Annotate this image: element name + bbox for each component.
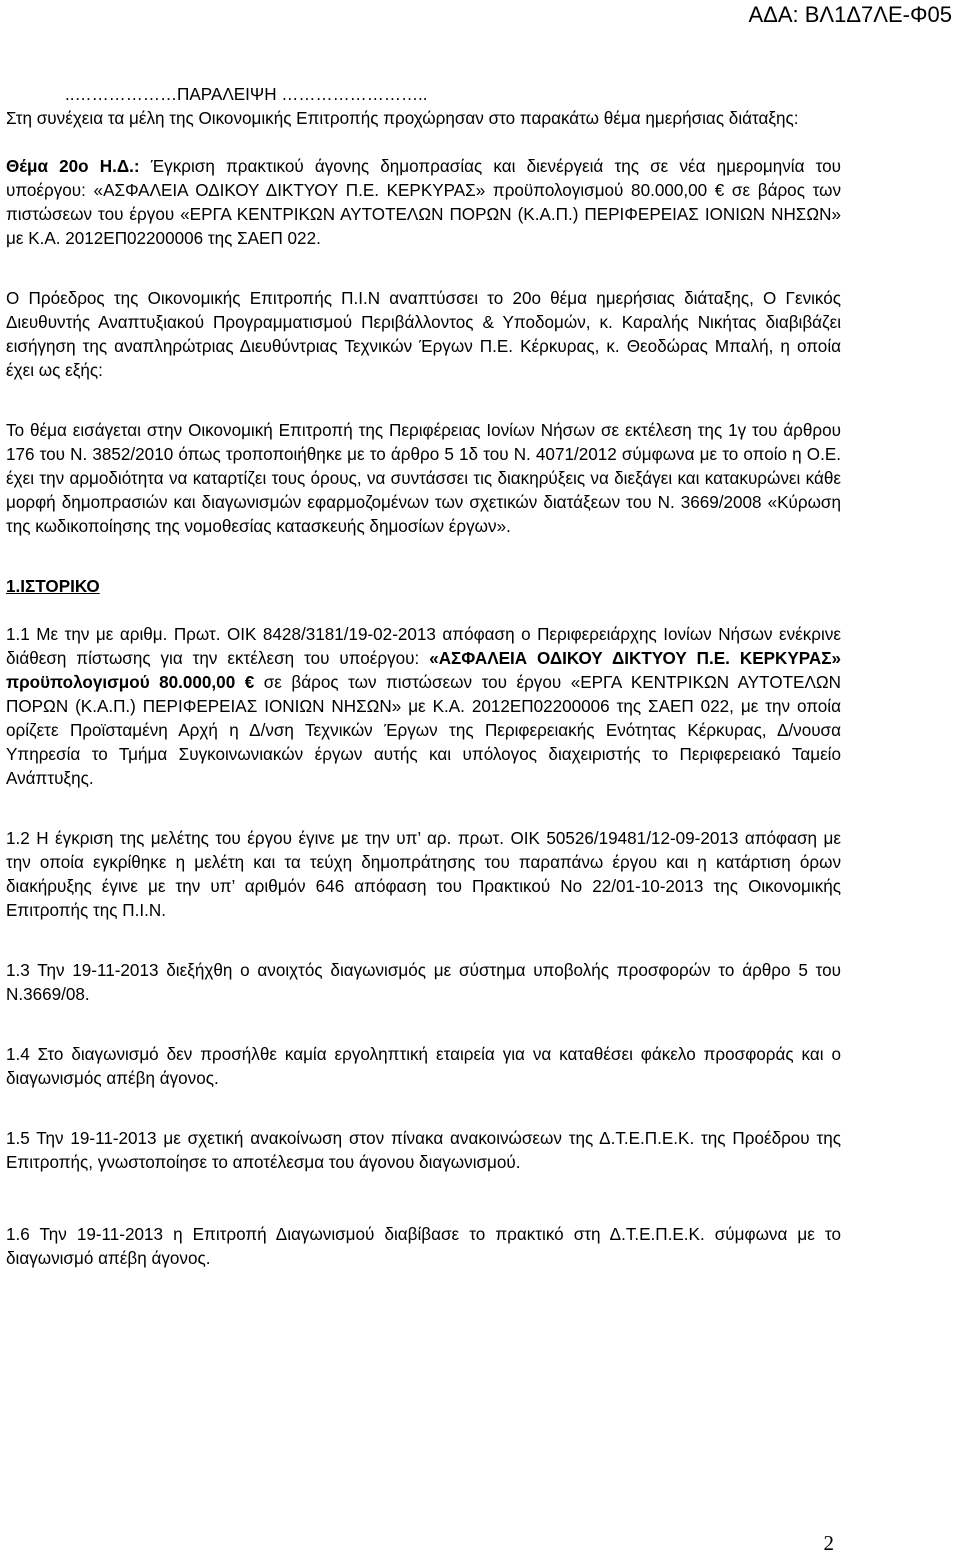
topic-label: Θέμα 20ο Η.Δ.: xyxy=(6,157,140,176)
intro-paragraph: Στη συνέχεια τα μέλη της Οικονομικής Επιτροπής προχώρησαν στο παρακάτω θέμα ημερήσιας διάταξης: xyxy=(6,109,799,128)
item-1-3: 1.3 Την 19-11-2013 διεξήχθη ο ανοιχτός διαγωνισμός με σύστημα υποβολής προσφορών το άρθρο 5 του Ν.3669/08. xyxy=(6,961,841,1004)
item-1-4: 1.4 Στο διαγωνισμό δεν προσήλθε καμία εργοληπτική εταιρεία για να καταθέσει φάκελο προσφοράς και ο διαγωνισμός απέβη άγονος. xyxy=(6,1045,841,1088)
legal-basis-paragraph: Το θέμα εισάγεται στην Οικονομική Επιτροπή της Περιφέρειας Ιονίων Νήσων σε εκτέλεση της 1γ του άρθρου 176 του Ν. 3852/2010 όπως τροποποιήθηκε με το άρθρο 5 1δ του Ν. 4071/2012 σύμφωνα με το οποίο η Ο.Ε. έχει την αρμοδιότητα να καταρτίζει τους όρους, να συντάσσει τις διακηρύξεις να διεξάγει και κατακυρώνει κάθε μορφή δημοπρασιών και διαγωνισμών εφαρμοζομένων των σχετικών διατάξεων του Ν. 3669/2008 «Κύρωση της κωδικοποίησης της νομοθεσίας κατασκευής δημοσίων έργων». xyxy=(6,421,841,536)
item-1-6: 1.6 Την 19-11-2013 η Επιτροπή Διαγωνισμού διαβίβασε το πρακτικό στη Δ.Τ.Ε.Π.Ε.Κ. σύμφωνα με το διαγωνισμό απέβη άγονος. xyxy=(6,1225,841,1268)
page-number: 2 xyxy=(823,1531,834,1555)
omission-line: ..………………ΠΑΡΑΛΕΙΨΗ …………………….. xyxy=(65,85,428,104)
item-1-1-intro: 1.1 Με την με αριθμ. Πρωτ. ΟΙΚ 8428/3181/19-02-2013 απόφαση ο Περιφερειάρχης Ιονίων Νήσων ενέκρινε διάθεση πίστωσης για την εκτέλεση του υποέργου: xyxy=(6,625,841,668)
item-1-1 xyxy=(6,623,841,791)
history-heading: 1.ΙΣΤΟΡΙΚΟ xyxy=(6,577,100,596)
item-1-1-project: «ΑΣΦΑΛΕΙΑ ΟΔΙΚΟΥ ΔΙΚΤΥΟΥ Π.Ε. ΚΕΡΚΥΡΑΣ» προϋπολογισμού 80.000,00 € xyxy=(6,649,841,692)
item-1-2: 1.2 Η έγκριση της μελέτης του έργου έγινε με την υπ’ αρ. πρωτ. ΟΙΚ 50526/19481/12-09-2013 απόφαση με την οποία εγκρίθηκε η μελέτη και τα τεύχη δημοπράτησης του παραπάνω έργου και η κατάρτιση όρων διακήρυξης έγινε με την υπ’ αριθμόν 646 απόφαση του Πρακτικού Νο 22/01-10-2013 της Οικονομικής Επιτροπής της Π.Ι.Ν. xyxy=(6,829,841,920)
president-paragraph: Ο Πρόεδρος της Οικονομικής Επιτροπής Π.Ι.Ν αναπτύσσει το 20ο θέμα ημερήσιας διάταξης, Ο Γενικός Διευθυντής Αναπτυξιακού Προγραμματισμού Περιβάλλοντος & Υποδομών, κ. Καραλής Νικήτας διαβιβάζει εισήγηση της αναπληρώτριας Διευθύντριας Τεχνικών Έργων Π.Ε. Κέρκυρας, κ. Θεοδώρας Μπαλή, η οποία έχει ως εξής: xyxy=(6,289,841,380)
item-1-1-rest: σε βάρος των πιστώσεων του έργου «ΕΡΓΑ ΚΕΝΤΡΙΚΩΝ ΑΥΤΟΤΕΛΩΝ ΠΟΡΩΝ (Κ.Α.Π.) ΠΕΡΙΦΕΡΕΙΑΣ ΙΟΝΙΩΝ ΝΗΣΩΝ» με Κ.Α. 2012ΕΠ02200006 της ΣΑΕΠ 022, με την οποία ορίζετε Προϊσταμένη Αρχή η Δ/νση Τεχνικών Έργων της Περιφερειακής Ενότητας Κέρκυρας, Δ/νουσα Υπηρεσία το Τμήμα Συγκοινωνιακών έργων αυτής και υπόλογος διαχειριστής το Περιφερειακό Ταμείο Ανάπτυξης. xyxy=(6,673,841,788)
document-body xyxy=(6,83,841,1271)
ada-code: ΑΔΑ: ΒΛ1Δ7ΛΕ-Φ05 xyxy=(748,2,952,27)
item-1-5: 1.5 Την 19-11-2013 με σχετική ανακοίνωση στον πίνακα ανακοινώσεων της Δ.Τ.Ε.Π.Ε.Κ. της Προέδρου της Επιτροπής, γνωστοποίησε το αποτέλεσμα του άγονου διαγωνισμού. xyxy=(6,1129,841,1172)
topic-paragraph xyxy=(6,155,841,251)
topic-text: Έγκριση πρακτικού άγονης δημοπρασίας και διενέργειά της σε νέα ημερομηνία του υποέργου: «ΑΣΦΑΛΕΙΑ ΟΔΙΚΟΥ ΔΙΚΤΥΟΥ Π.Ε. ΚΕΡΚΥΡΑΣ» προϋπολογισμού 80.000,00 € σε βάρος των πιστώσεων του έργου «ΕΡΓΑ ΚΕΝΤΡΙΚΩΝ ΑΥΤΟΤΕΛΩΝ ΠΟΡΩΝ (Κ.Α.Π.) ΠΕΡΙΦΕΡΕΙΑΣ ΙΟΝΙΩΝ ΝΗΣΩΝ» με Κ.Α. 2012ΕΠ02200006 της ΣΑΕΠ 022. xyxy=(6,157,841,248)
